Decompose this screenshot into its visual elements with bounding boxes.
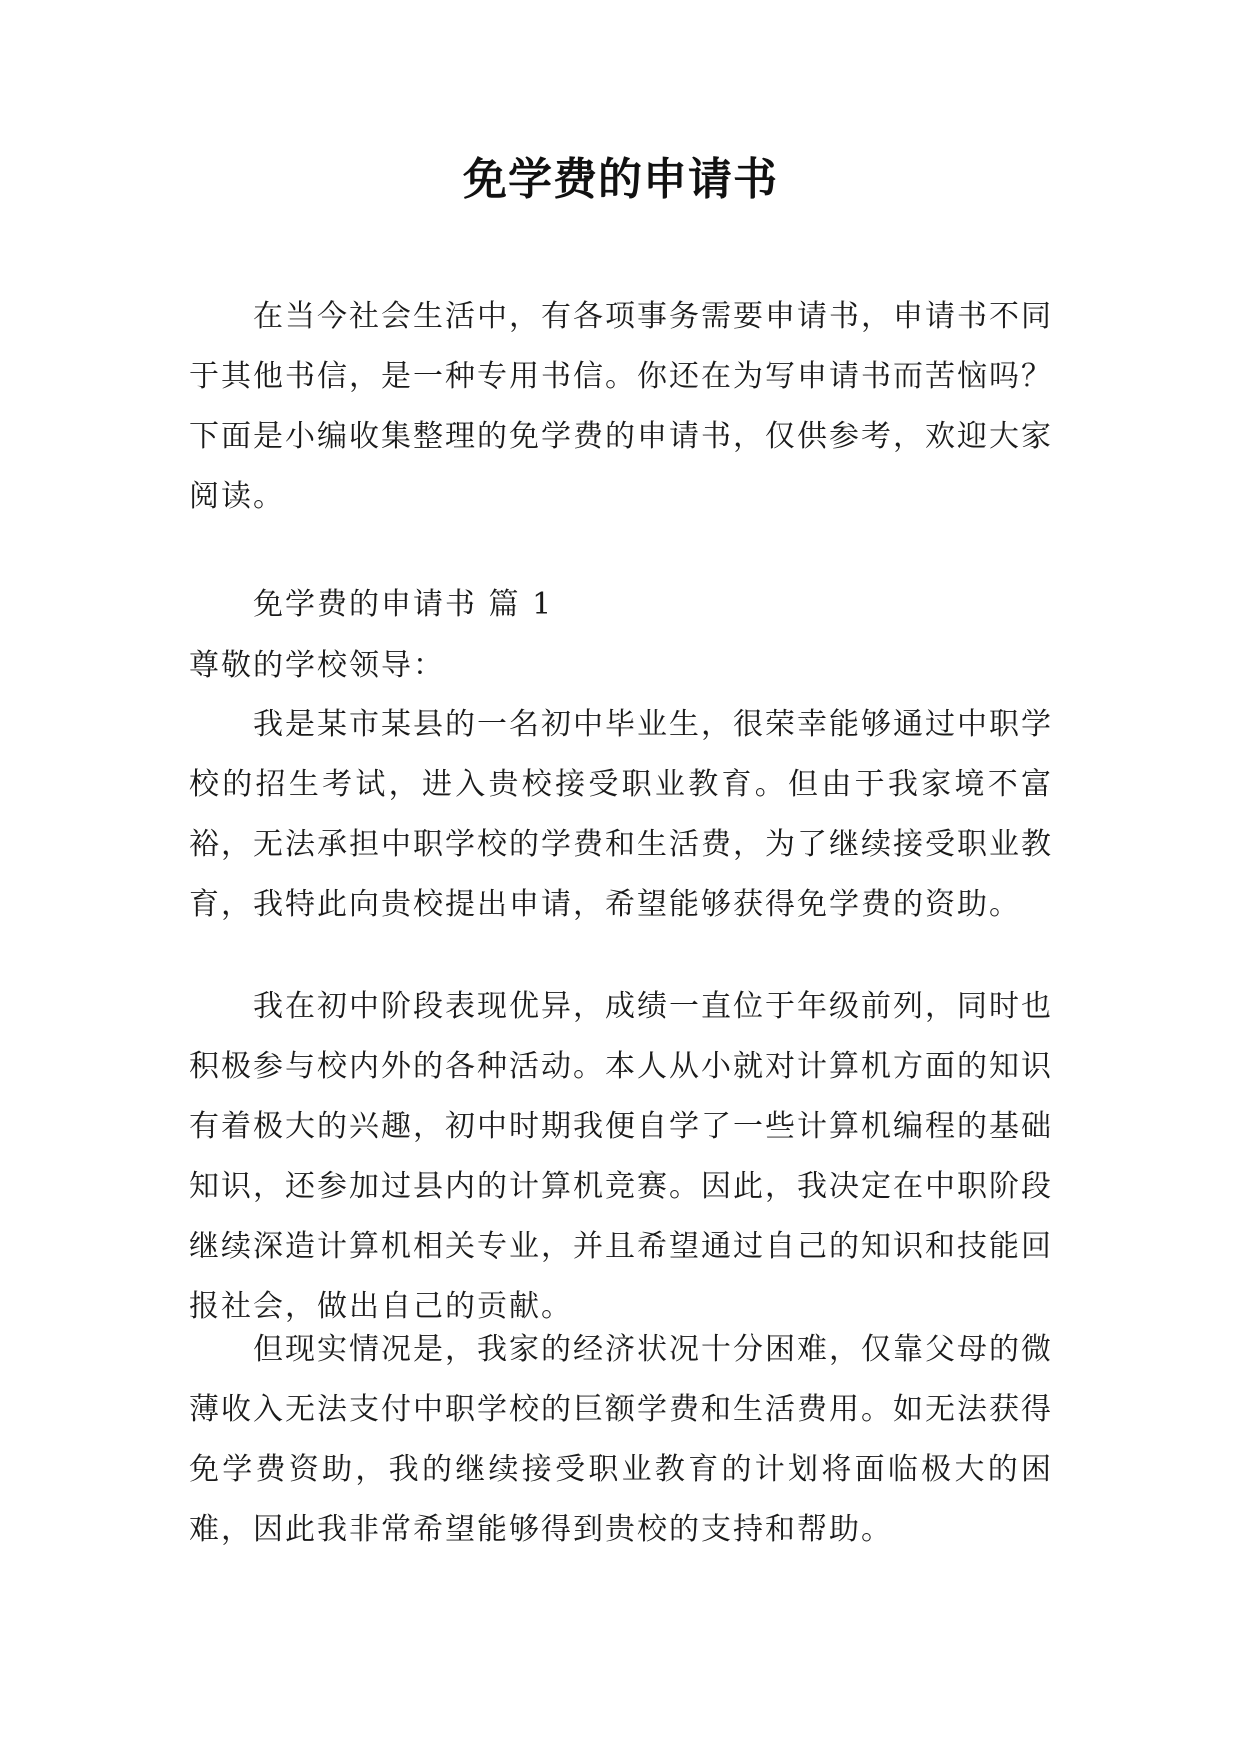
- salutation: 尊敬的学校领导：: [189, 648, 445, 683]
- document-title: 免学费的申请书: [463, 154, 778, 205]
- body-paragraph: 我是某市某县的一名初中毕业生，很荣幸能够通过中职学校的招生考试，进入贵校接受职业教育。但由于我家境不富裕，无法承担中职学校的学费和生活费，为了继续接受职业教育，我特此向贵校提出申请，希望能够获得免学费的资助。: [189, 707, 1053, 922]
- intro-paragraph: 在当今社会生活中，有各项事务需要申请书，申请书不同于其他书信，是一种专用书信。你还在为写申请书而苦恼吗？下面是小编收集整理的免学费的申请书，仅供参考，欢迎大家阅读。: [189, 299, 1053, 514]
- body-paragraph: 但现实情况是，我家的经济状况十分困难，仅靠父母的微薄收入无法支付中职学校的巨额学费和生活费用。如无法获得免学费资助，我的继续接受职业教育的计划将面临极大的困难，因此我非常希望能够得到贵校的支持和帮助。: [189, 1332, 1053, 1547]
- body-paragraph: 我在初中阶段表现优异，成绩一直位于年级前列，同时也积极参与校内外的各种活动。本人从小就对计算机方面的知识有着极大的兴趣，初中时期我便自学了一些计算机编程的基础知识，还参加过县内的计算机竞赛。因此，我决定在中职阶段继续深造计算机相关专业，并且希望通过自己的知识和技能回报社会，做出自己的贡献。: [189, 989, 1053, 1324]
- section-heading: 免学费的申请书 篇 1: [253, 587, 554, 622]
